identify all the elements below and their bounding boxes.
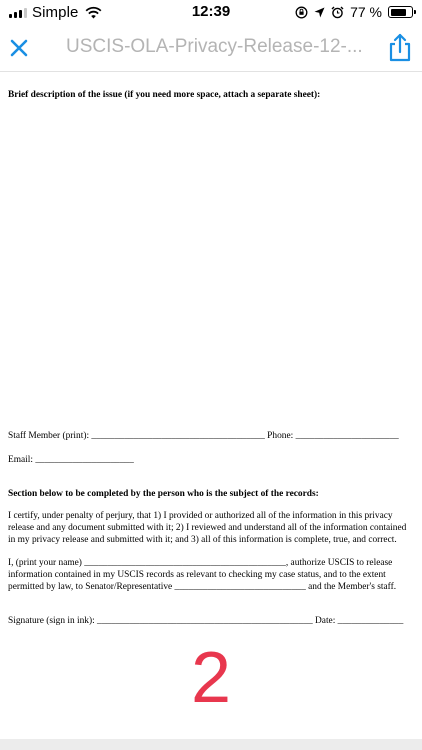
section-heading: Section below to be completed by the person who is the subject of the records:	[8, 489, 319, 499]
email-line: Email: _____________________	[8, 455, 134, 465]
status-right	[295, 4, 413, 20]
authorize-line: information contained in my USCIS records as relevant to checking my case status, and to the extent	[8, 570, 386, 580]
brief-description-label: Brief description of the issue (if you need more space, attach a separate sheet):	[8, 90, 321, 100]
close-icon[interactable]	[6, 35, 32, 61]
document-title: USCIS-OLA-Privacy-Release-12-...	[66, 36, 363, 57]
authorize-line: I, (print your name) ___________________________________________, authorize USCIS to release	[8, 558, 393, 568]
signature-line: Signature (sign in ink): ______________________________________________ Date: ______________	[8, 616, 404, 626]
status-bar	[0, 0, 422, 24]
certify-line: in my privacy release and submitted with it; and 3) all of this information is complete, true, and correct.	[8, 535, 397, 545]
share-icon[interactable]	[386, 32, 414, 62]
orientation-lock-icon	[295, 6, 308, 19]
certify-line: release and any document submitted with it; 2) I reviewed and understand all of the information contained	[8, 523, 407, 533]
authorize-line: permitted by law, to Senator/Representative ____________________________ and the Member's staff.	[8, 582, 397, 592]
battery-percent: 77 %	[350, 4, 382, 20]
nav-bar	[0, 24, 422, 72]
location-arrow-icon	[314, 7, 325, 18]
battery-level-fill	[391, 9, 406, 16]
bottom-bar	[0, 739, 422, 750]
page-number: 2	[190, 638, 232, 718]
alarm-clock-icon	[331, 6, 344, 19]
document-page[interactable]	[0, 73, 422, 739]
clock: 12:39	[191, 3, 231, 20]
battery-icon	[388, 6, 413, 18]
carrier-name: Simple	[32, 3, 79, 21]
staff-member-line: Staff Member (print): _____________________________________ Phone: ______________________	[8, 431, 399, 441]
certify-line: I certify, under penalty of perjury, that 1) I provided or authorized all of the information in this privacy	[8, 511, 393, 521]
